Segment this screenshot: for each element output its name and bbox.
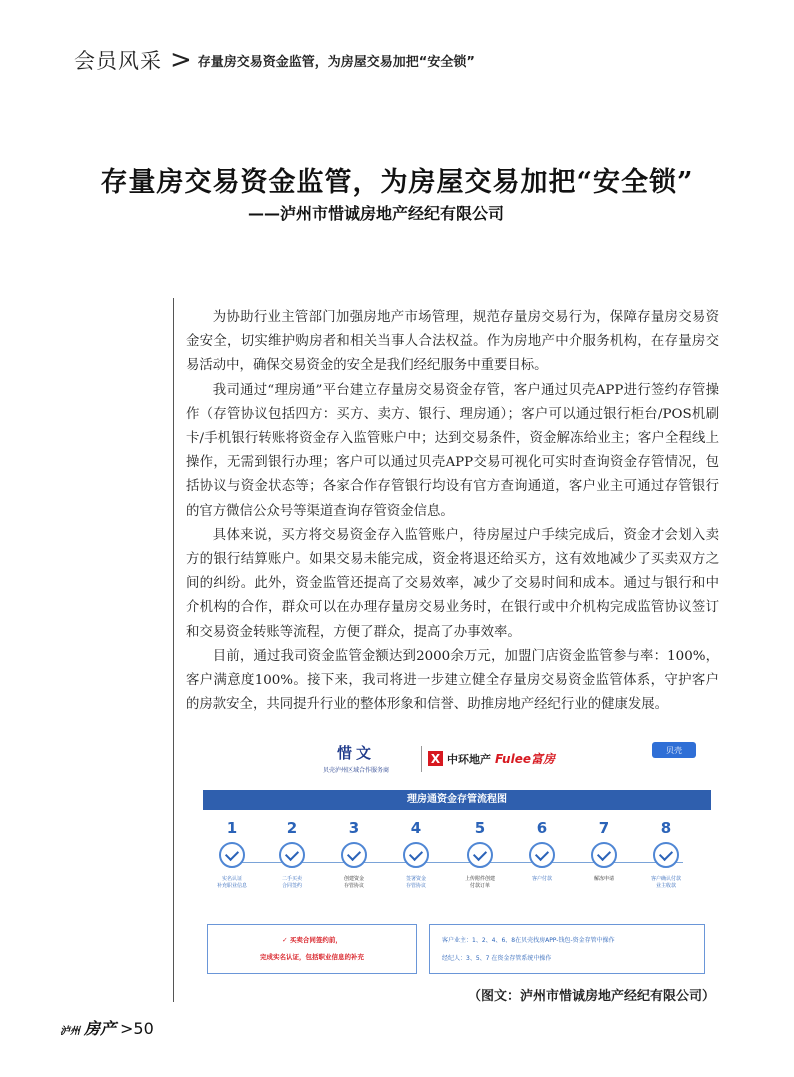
logo-bar xyxy=(201,738,713,782)
step-label: 实名认证 补充职业信息 xyxy=(216,876,247,889)
flow-step xyxy=(261,818,323,890)
checkmark-icon xyxy=(467,842,493,868)
page-header xyxy=(74,44,475,76)
zhonghuan-logo-text: 中环地产 xyxy=(447,752,491,766)
paragraph: 目前，通过我司资金监管金额达到2000余万元，加盟门店资金监管参与率：100%，客户满意度100%。接下来，我司将进一步建立健全存量房交易资金监管体系，守护客户的房款安全，共同提升行业的整体形象和信誉、助推房地产经纪行业的健康发展。 xyxy=(186,648,719,713)
paragraph: 为协助行业主管部门加强房地产市场管理，规范存量房交易行为，保障存量房交易资金安全，切实维护购房者和相关当事人合法权益。作为房地产中介服务机构，在存量房交易活动中，确保交易资金的安全是我们经纪服务中重要目标。 xyxy=(186,310,719,374)
note-box-left xyxy=(207,924,417,974)
checkmark-icon xyxy=(529,842,555,868)
page-number: >50 xyxy=(120,1019,154,1038)
step-number: 7 xyxy=(598,819,610,837)
chevron-right-icon: > xyxy=(170,45,192,75)
column-divider xyxy=(173,298,174,1002)
step-label: 客户确认付款 业主收款 xyxy=(650,876,681,889)
page-footer xyxy=(60,1016,154,1039)
checkmark-icon xyxy=(279,842,305,868)
step-number: 6 xyxy=(536,819,548,837)
step-label: 上传附件创建 付款订单 xyxy=(464,876,495,889)
step-number: 5 xyxy=(474,819,486,837)
magazine-name-large: 房产 xyxy=(84,1019,117,1038)
zhonghuan-logo xyxy=(428,750,555,767)
article-body xyxy=(186,306,719,717)
beike-logo: 贝壳 xyxy=(652,742,696,758)
checkmark-icon xyxy=(341,842,367,868)
logo-divider xyxy=(421,746,422,772)
flow-steps xyxy=(201,818,713,918)
step-number: 4 xyxy=(410,819,422,837)
checkmark-icon xyxy=(653,842,679,868)
magazine-name-small: 泸州 xyxy=(60,1026,80,1037)
figure-caption: （图文：泸州市惜诚房地产经纪有限公司） xyxy=(468,989,716,1004)
xicheng-logo-subtext: 贝壳泸州区域合作服务商 xyxy=(323,767,390,774)
flow-title-bar: 理房通资金存管流程图 xyxy=(203,790,711,810)
fulee-logo-text: Fulee富房 xyxy=(495,752,555,766)
step-label: 二手买卖 合同签约 xyxy=(281,876,302,889)
flowchart-figure xyxy=(201,738,713,978)
zhonghuan-mark-icon: X xyxy=(428,751,443,766)
flow-step xyxy=(385,818,447,890)
flow-step xyxy=(201,818,263,890)
checkmark-icon xyxy=(403,842,429,868)
step-label: 签署资金 存管协议 xyxy=(405,876,426,889)
flow-step xyxy=(573,818,635,883)
paragraph: 具体来说，买方将交易资金存入监管账户，待房屋过户手续完成后，资金才会划入卖方的银行结算账户。如果交易未能完成，资金将退还给买方，这有效地减少了买卖双方之间的纠纷。此外，资金监管还提高了交易效率，减少了交易时间和成本。通过与银行和中介机构的合作，群众可以在办理存量房交易业务时，在银行或中介机构完成监管协议签订和交易资金转账等流程，方便了群众，提高了办事效率。 xyxy=(186,527,719,640)
checkmark-icon xyxy=(219,842,245,868)
xicheng-logo-text: 惜文 xyxy=(337,744,376,762)
note-right-line-2: 经纪人：3、5、7 在资金存管系统中操作 xyxy=(442,955,552,962)
flow-step xyxy=(323,818,385,890)
step-number: 2 xyxy=(286,819,298,837)
step-label: 解冻申请 xyxy=(593,876,614,882)
step-number: 1 xyxy=(226,819,238,837)
section-name: 会员风采 xyxy=(74,49,162,73)
note-box-right xyxy=(429,924,705,974)
flow-step xyxy=(635,818,697,890)
note-left-line-2: 完成实名认证，包括职业信息的补充 xyxy=(260,953,364,961)
step-label: 客户付款 xyxy=(531,876,552,882)
xicheng-logo xyxy=(323,742,389,774)
paragraph: 我司通过“理房通”平台建立存量房交易资金存管，客户通过贝壳APP进行签约存管操作（存管协议包括四方：买方、卖方、银行、理房通）；客户可以通过银行柜台/POS机刷卡/手机银行转账将资金存入监管账户中；达到交易条件，资金解冻给业主；客户全程线上操作，无需到银行办理；客户可以通过贝壳APP交易可视化可实时查询资金存管情况，包括协议与资金状态等；各家合作存管银行均设有官方查询通道，客户业主可通过存管银行的官方微信公众号等渠道查询存管资金信息。 xyxy=(186,382,719,519)
checkmark-icon xyxy=(591,842,617,868)
header-subtitle: 存量房交易资金监管，为房屋交易加把“安全锁” xyxy=(197,54,475,70)
note-right-line-1: 客户业主：1、2、4、6、8在贝壳找房APP-钱包-资金存管中操作 xyxy=(442,937,615,944)
article-title: 存量房交易资金监管，为房屋交易加把“安全锁” xyxy=(100,167,694,198)
flow-step xyxy=(449,818,511,890)
step-number: 8 xyxy=(660,819,672,837)
article-byline: ——泸州市惜诚房地产经纪有限公司 xyxy=(248,204,505,223)
note-left-line-1: ✓ 买卖合同签约前， xyxy=(282,936,342,944)
flow-step xyxy=(511,818,573,883)
step-label: 创建资金 存管协议 xyxy=(343,876,364,889)
step-number: 3 xyxy=(348,819,360,837)
